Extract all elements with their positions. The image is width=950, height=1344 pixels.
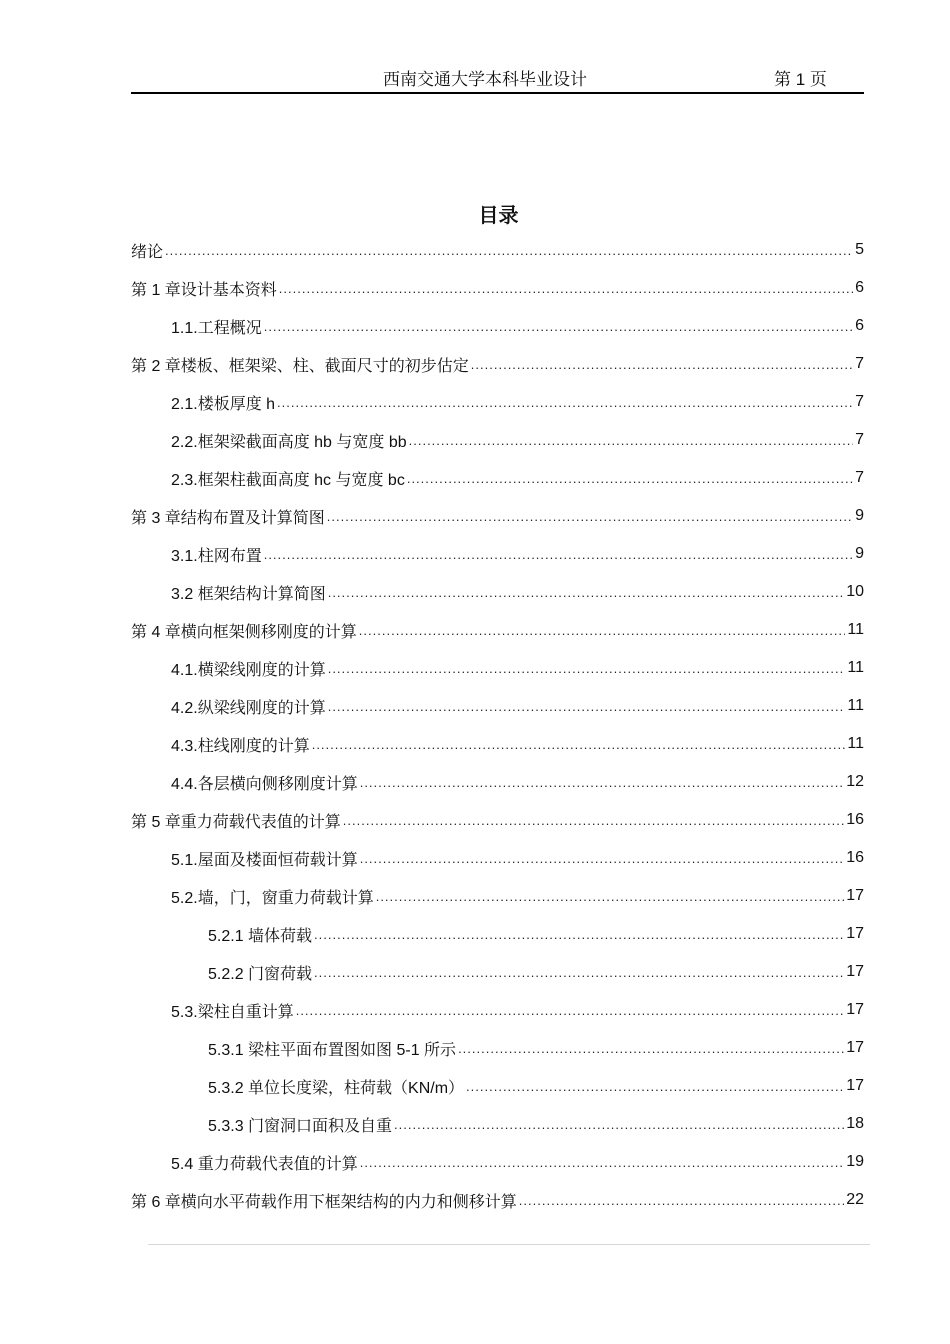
- toc-entry[interactable]: [131, 1143, 864, 1181]
- toc-entry-label: 5.3.2 单位长度梁，柱荷载（KN/m）: [208, 1079, 465, 1097]
- toc-entry-label: 2.2.框架梁截面高度 hb 与宽度 bb: [171, 433, 407, 451]
- toc-entry-label: 5.2.1 墙体荷载: [208, 927, 313, 945]
- toc-entry-page: 9: [855, 545, 864, 562]
- toc-entry-page: 7: [855, 469, 864, 486]
- toc-entry-label: 第 6 章横向水平荷载作用下框架结构的内力和侧移计算: [131, 1193, 517, 1211]
- toc-entry[interactable]: [131, 1105, 864, 1143]
- toc-entry-page: 16: [846, 849, 864, 866]
- toc-entry-page: 17: [846, 963, 864, 980]
- toc-dot-leader: [314, 927, 844, 942]
- toc-dot-leader: [343, 813, 844, 828]
- toc-entry[interactable]: [131, 497, 864, 535]
- toc-entry-label: 第 5 章重力荷载代表值的计算: [131, 813, 341, 831]
- toc-entry-label: 第 2 章楼板、框架梁、柱、截面尺寸的初步估定: [131, 357, 469, 375]
- toc-dot-leader: [264, 319, 853, 334]
- toc-entry-page: 7: [855, 431, 864, 448]
- toc-entry-label: 3.2 框架结构计算简图: [171, 585, 326, 603]
- toc-entry[interactable]: [131, 611, 864, 649]
- toc-entry-page: 11: [847, 697, 864, 714]
- toc-entry-page: 16: [846, 811, 864, 828]
- toc-title: 目录: [478, 205, 519, 227]
- toc-entry-label: 2.1.楼板厚度 h: [171, 395, 276, 413]
- toc-entry-page: 10: [846, 583, 864, 600]
- toc-dot-leader: [458, 1041, 844, 1056]
- toc-entry-label: 2.3.框架柱截面高度 hc 与宽度 bc: [171, 471, 405, 489]
- toc-entry-label: 5.2.墙，门，窗重力荷载计算: [171, 889, 374, 907]
- toc-dot-leader: [407, 471, 853, 486]
- page-header: [131, 68, 864, 94]
- toc-entry[interactable]: [131, 307, 864, 345]
- toc-entry-label: 5.4 重力荷载代表值的计算: [171, 1155, 358, 1173]
- toc-dot-leader: [314, 965, 844, 980]
- footer-divider: [148, 1244, 870, 1245]
- toc-dot-leader: [328, 585, 845, 600]
- toc-entry[interactable]: [131, 915, 864, 953]
- toc-dot-leader: [328, 699, 846, 714]
- toc-entry[interactable]: [131, 459, 864, 497]
- toc-entry[interactable]: [131, 269, 864, 307]
- toc-dot-leader: [328, 661, 846, 676]
- toc-entry-label: 第 1 章设计基本资料: [131, 281, 277, 299]
- toc-entry[interactable]: [131, 383, 864, 421]
- toc-entry-label: 5.2.2 门窗荷载: [208, 965, 313, 983]
- toc-entry[interactable]: [131, 1067, 864, 1105]
- toc-entry-label: 4.3.柱线刚度的计算: [171, 737, 310, 755]
- toc-entry[interactable]: [131, 649, 864, 687]
- toc-entry-page: 17: [846, 887, 864, 904]
- toc-dot-leader: [312, 737, 846, 752]
- toc-entry-label: 1.1.工程概况: [171, 319, 262, 337]
- toc-entry-page: 17: [846, 1001, 864, 1018]
- toc-entry-page: 6: [855, 317, 864, 334]
- toc-entry[interactable]: [131, 953, 864, 991]
- toc-dot-leader: [376, 889, 845, 904]
- toc-entry-page: 9: [855, 507, 864, 524]
- toc-dot-leader: [279, 281, 853, 296]
- toc-entry[interactable]: [131, 535, 864, 573]
- toc-entry-label: 3.1.柱网布置: [171, 547, 262, 565]
- toc-entry-page: 7: [855, 393, 864, 410]
- toc-dot-leader: [327, 509, 853, 524]
- toc-entry[interactable]: [131, 231, 864, 269]
- header-title: 西南交通大学本科毕业设计: [383, 70, 587, 89]
- toc-entry-label: 4.2.纵梁线刚度的计算: [171, 699, 326, 717]
- toc-entry[interactable]: [131, 421, 864, 459]
- toc-entry-page: 7: [855, 355, 864, 372]
- toc-dot-leader: [359, 623, 846, 638]
- toc-entry[interactable]: [131, 991, 864, 1029]
- toc-entry-page: 11: [847, 621, 864, 638]
- toc-entry[interactable]: [131, 725, 864, 763]
- toc-entry[interactable]: [131, 1029, 864, 1067]
- toc-entry-page: 17: [846, 1077, 864, 1094]
- toc-dot-leader: [165, 243, 853, 258]
- toc-dot-leader: [471, 357, 853, 372]
- toc-entry[interactable]: [131, 839, 864, 877]
- toc-dot-leader: [296, 1003, 845, 1018]
- toc-dot-leader: [360, 1155, 845, 1170]
- toc-dot-leader: [466, 1079, 844, 1094]
- toc-entry-label: 5.3.梁柱自重计算: [171, 1003, 294, 1021]
- toc-entry-label: 4.4.各层横向侧移刚度计算: [171, 775, 358, 793]
- toc-entry-page: 19: [846, 1153, 864, 1170]
- toc-entry[interactable]: [131, 1181, 864, 1219]
- toc-dot-leader: [360, 851, 845, 866]
- toc-dot-leader: [519, 1193, 844, 1208]
- toc-entry-label: 5.3.3 门窗洞口面积及自重: [208, 1117, 393, 1135]
- toc-dot-leader: [360, 775, 845, 790]
- toc-entry-label: 5.1.屋面及楼面恒荷载计算: [171, 851, 358, 869]
- toc-entry[interactable]: [131, 801, 864, 839]
- toc-dot-leader: [409, 433, 853, 448]
- toc-entry-page: 22: [846, 1191, 864, 1208]
- toc-entry-label: 第 3 章结构布置及计算简图: [131, 509, 325, 527]
- toc-entry[interactable]: [131, 345, 864, 383]
- header-page-number: 第 1 页: [774, 70, 827, 89]
- toc-entry-label: 4.1.横梁线刚度的计算: [171, 661, 326, 679]
- toc-entry-label: 第 4 章横向框架侧移刚度的计算: [131, 623, 357, 641]
- toc-entry[interactable]: [131, 877, 864, 915]
- toc-entry-page: 17: [846, 1039, 864, 1056]
- table-of-contents: [131, 231, 864, 1219]
- toc-dot-leader: [277, 395, 853, 410]
- toc-entry-page: 11: [847, 659, 864, 676]
- toc-entry[interactable]: [131, 573, 864, 611]
- toc-entry-label: 5.3.1 梁柱平面布置图如图 5-1 所示: [208, 1041, 457, 1059]
- toc-entry-page: 18: [846, 1115, 864, 1132]
- toc-entry-label: 绪论: [131, 243, 164, 261]
- toc-entry-page: 5: [855, 241, 864, 258]
- toc-entry-page: 6: [855, 279, 864, 296]
- toc-dot-leader: [394, 1117, 844, 1132]
- toc-entry-page: 17: [846, 925, 864, 942]
- toc-entry[interactable]: [131, 687, 864, 725]
- toc-dot-leader: [264, 547, 853, 562]
- toc-entry-page: 12: [846, 773, 864, 790]
- toc-entry-page: 11: [847, 735, 864, 752]
- toc-entry[interactable]: [131, 763, 864, 801]
